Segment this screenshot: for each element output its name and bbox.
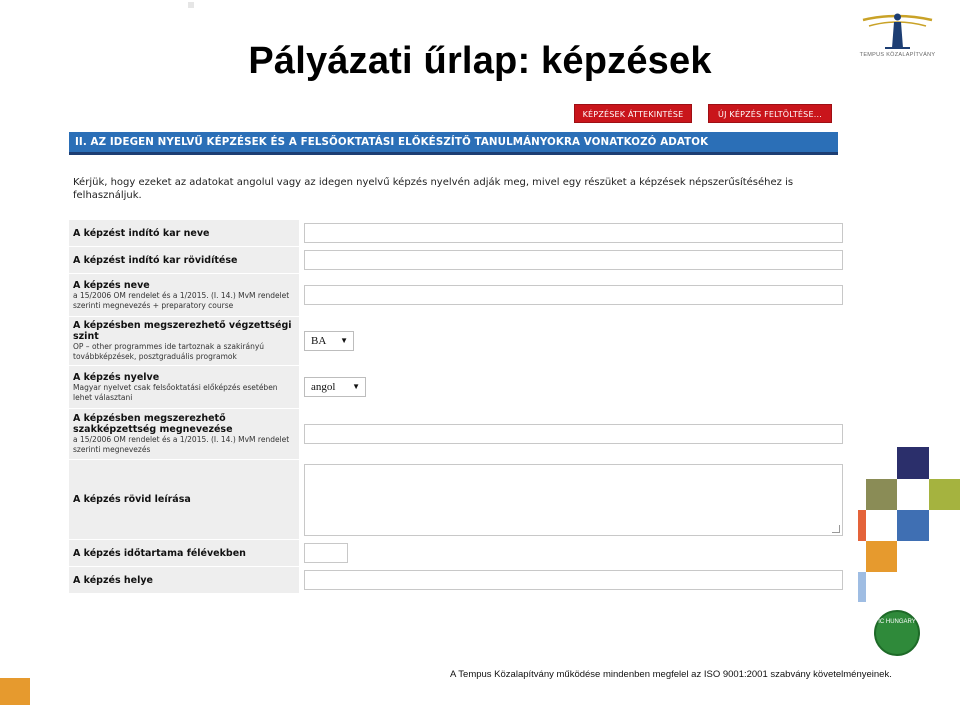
field-label — [69, 567, 299, 593]
field-label — [69, 409, 299, 459]
sublabel-language: Magyar nyelvet csak felsőoktatási előképzés esetében lehet választani — [73, 382, 278, 402]
faculty-abbr-input[interactable] — [304, 250, 843, 270]
degree-level-value: BA — [311, 335, 327, 347]
section-header: II. AZ IDEGEN NYELVŰ KÉPZÉSEK ÉS A FELSŐOKTATÁSI ELŐKÉSZÍTŐ TANULMÁNYOKRA VONATKOZÓ ADATOK — [69, 132, 838, 155]
form-row-location — [69, 567, 843, 593]
sublabel-qualification: a 15/2006 OM rendelet és a 1/2015. (I. 14.) MvM rendelet szerinti megnevezés — [73, 435, 290, 454]
field-label — [69, 247, 299, 273]
form-row-duration — [69, 540, 843, 566]
qualification-input[interactable] — [304, 424, 843, 444]
upload-new-training-button[interactable]: ÚJ KÉPZÉS FELTÖLTÉSE... — [708, 104, 832, 123]
field-label — [69, 540, 299, 566]
label-language: A képzés nyelve — [73, 371, 160, 383]
deco-square — [866, 479, 897, 510]
form-row-faculty-name — [69, 220, 843, 246]
trainings-overview-button[interactable]: KÉPZÉSEK ÁTTEKINTÉSE — [574, 104, 692, 123]
field-label — [69, 220, 299, 246]
resize-handle-icon[interactable] — [832, 525, 840, 533]
form-row-degree-level — [69, 317, 843, 365]
sublabel-degree-level: OP – other programmes ide tartoznak a szakirányú továbbképzések, posztgraduális programok — [73, 342, 265, 361]
chevron-down-icon: ▼ — [352, 382, 360, 391]
label-qualification: A képzésben megszerezhető szakképzettség megnevezése — [73, 413, 233, 435]
language-value: angol — [311, 381, 336, 393]
label-program-name: A képzés neve — [73, 279, 150, 291]
ic-hungary-badge-icon — [874, 610, 920, 656]
label-faculty-name: A képzést indító kar neve — [73, 227, 210, 239]
badge-text: IC HUNGARY — [878, 619, 916, 625]
faculty-name-input[interactable] — [304, 223, 843, 243]
deco-square — [866, 541, 897, 572]
deco-square — [929, 479, 960, 510]
duration-input[interactable] — [304, 543, 348, 563]
form-row-qualification — [69, 409, 843, 459]
location-input[interactable] — [304, 570, 843, 590]
deco-square — [858, 510, 866, 541]
sublabel-program-name: a 15/2006 OM rendelet és a 1/2015. (I. 14.) MvM rendelet szerinti megnevezés + preparatory course — [73, 290, 290, 310]
form-row-description — [69, 460, 843, 539]
field-label — [69, 460, 299, 539]
label-description: A képzés rövid leírása — [73, 494, 191, 505]
chevron-down-icon: ▼ — [340, 336, 348, 345]
form-row-language — [69, 366, 843, 408]
deco-square — [858, 572, 866, 602]
label-location: A képzés helye — [73, 574, 153, 586]
field-label — [69, 366, 299, 408]
label-duration: A képzés időtartama félévekben — [73, 547, 246, 559]
corner-decoration — [0, 678, 30, 705]
degree-level-select[interactable] — [304, 331, 354, 351]
form-row-program-name — [69, 274, 843, 316]
label-faculty-abbr: A képzést indító kar rövidítése — [73, 254, 238, 266]
field-label — [69, 317, 299, 365]
form-row-faculty-abbr — [69, 247, 843, 273]
intro-text: Kérjük, hogy ezeket az adatokat angolul vagy az idegen nyelvű képzés nyelvén adják meg, mivel egy részüket a képzések népszerűsítéséhez is felhasználjuk. — [73, 177, 794, 201]
footer-text: A Tempus Közalapítvány működése mindenben megfelel az ISO 9001:2001 szabvány követelményeinek. — [450, 669, 892, 680]
deco-square — [897, 447, 929, 479]
label-degree-level: A képzésben megszerezhető végzettségi szint — [73, 320, 292, 342]
program-name-input[interactable] — [304, 285, 843, 305]
faint-decoration — [188, 2, 194, 8]
language-select[interactable] — [304, 377, 366, 397]
page-title: Pályázati űrlap: képzések — [248, 40, 712, 82]
field-label — [69, 274, 299, 316]
logo-text: TEMPUS KÖZALAPÍTVÁNY — [859, 52, 936, 58]
deco-square — [897, 510, 929, 541]
description-textarea[interactable] — [304, 464, 843, 536]
